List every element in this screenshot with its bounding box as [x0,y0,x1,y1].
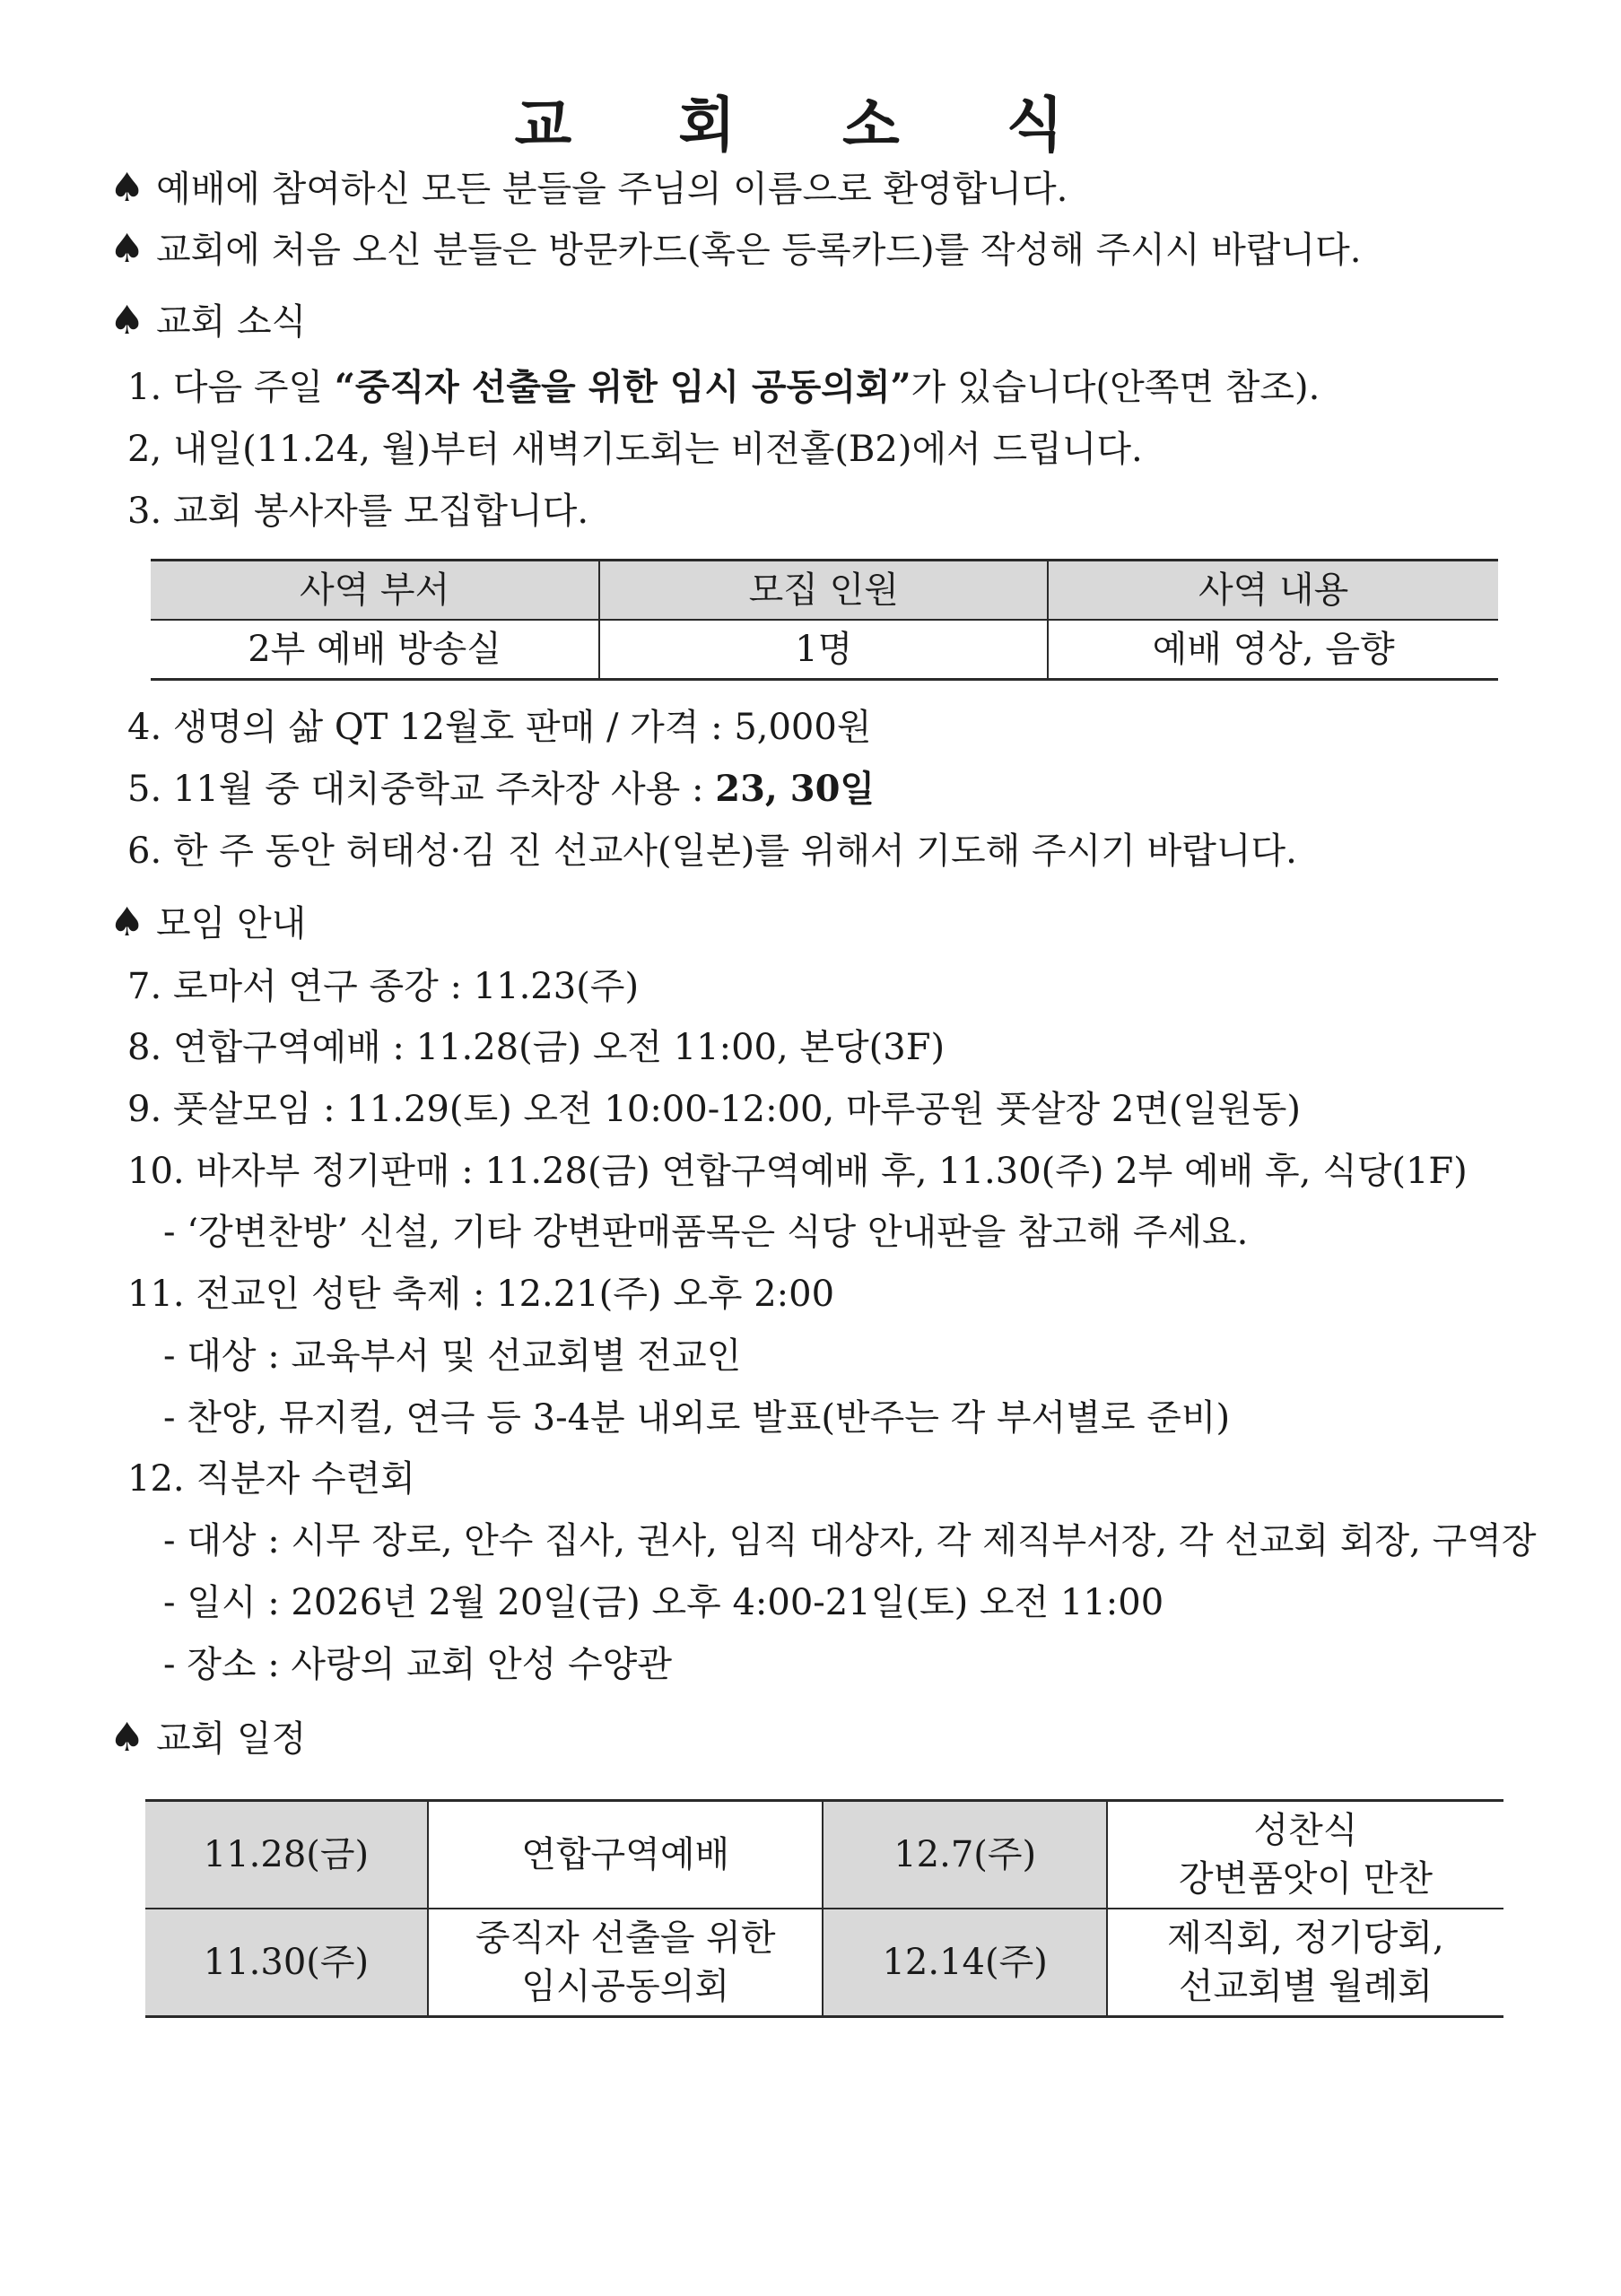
schedule-event-line: 임시공동의회 [521,1966,730,2007]
section-heading-news-label: 교회 소식 [156,301,307,343]
schedule-date-cell: 12.14(주) [823,1909,1106,2017]
meeting-item-11-detail-1: - 대상 : 교육부서 및 선교회별 전교인 [163,1335,742,1377]
schedule-event-line: 성찬식 [1253,1810,1358,1851]
news-item-2: 2, 내일(11.24, 월)부터 새벽기도회는 비전홀(B2)에서 드립니다. [127,429,1143,470]
spade-icon: ♠ [109,1715,145,1761]
volunteer-table [151,559,1498,681]
schedule-event-line: 제직회, 정기당회, [1167,1918,1444,1959]
schedule-date-cell: 11.30(주) [145,1909,428,2017]
news-item-6: 6. 한 주 동안 허태성·김 진 선교사(일본)를 위해서 기도해 주시기 바랍니다. [127,831,1297,872]
news-item-1-prefix: 1. 다음 주일 [127,367,335,408]
table-cell: 예배 영상, 음향 [1048,620,1498,680]
meeting-item-7: 7. 로마서 연구 종강 : 11.23(주) [127,966,640,1007]
table-header-cell: 모집 인원 [599,561,1048,621]
page-title: 교 회 소 식 [514,91,1107,160]
table-row [145,1909,1503,2017]
meeting-item-11-detail-2: - 찬양, 뮤지컬, 연극 등 3-4분 내외로 발표(반주는 각 부서별로 준비) [163,1397,1231,1439]
schedule-event-line: 중직자 선출을 위한 [475,1918,776,1959]
schedule-event-cell [428,1909,824,2017]
section-heading-schedule [109,1713,306,1764]
section-heading-news [109,296,306,347]
meeting-item-12-detail-1: - 대상 : 시무 장로, 안수 집사, 권사, 임직 대상자, 각 제직부서장, 각 선교회 회장, 구역장 [163,1520,1537,1561]
table-header-cell: 사역 내용 [1048,561,1498,621]
welcome-text-2: 교회에 처음 오신 분들은 방문카드(혹은 등록카드)를 작성해 주시시 바랍니다. [156,230,1362,271]
table-row [151,561,1498,621]
meeting-item-12: 12. 직분자 수련회 [127,1458,415,1500]
schedule-event-cell [1107,1801,1503,1909]
schedule-event-cell: 연합구역예배 [428,1801,824,1909]
spade-icon: ♠ [109,165,145,211]
table-header-cell: 사역 부서 [151,561,599,621]
meeting-item-12-detail-3: - 장소 : 사랑의 교회 안성 수양관 [163,1644,672,1685]
meeting-item-10-detail: - ‘강변찬방’ 신설, 기타 강변판매품목은 식당 안내판을 참고해 주세요. [163,1212,1249,1253]
news-item-1-highlight: “중직자 선출을 위한 임시 공동의회” [334,366,911,408]
table-cell: 2부 예배 방송실 [151,620,599,680]
section-heading-schedule-label: 교회 일정 [156,1718,307,1760]
news-item-5-highlight: 23, 30일 [715,768,876,810]
welcome-line-1 [109,163,1068,214]
spade-icon: ♠ [109,226,145,272]
table-row [151,620,1498,680]
schedule-event-line: 강변품앗이 만찬 [1178,1858,1434,1900]
spade-icon: ♠ [109,900,145,945]
news-item-1 [127,362,1320,413]
news-item-5-prefix: 5. 11월 중 대치중학교 주차장 사용 : [127,769,716,810]
meeting-item-8: 8. 연합구역예배 : 11.28(금) 오전 11:00, 본당(3F) [127,1027,946,1068]
spade-icon: ♠ [109,298,145,344]
news-item-1-suffix: 가 있습니다(안쪽면 참조). [911,367,1320,408]
schedule-date-cell: 12.7(주) [823,1801,1106,1909]
news-item-3: 3. 교회 봉사자를 모집합니다. [127,491,589,532]
welcome-text-1: 예배에 참여하신 모든 분들을 주님의 이름으로 환영합니다. [156,169,1068,210]
schedule-event-line: 선교회별 월례회 [1178,1966,1434,2007]
table-row [145,1801,1503,1909]
news-item-5 [127,764,875,814]
meeting-item-12-detail-2: - 일시 : 2026년 2월 20일(금) 오후 4:00-21일(토) 오전 11:00 [163,1582,1164,1623]
table-cell: 1명 [599,620,1048,680]
news-item-4: 4. 생명의 삶 QT 12월호 판매 / 가격 : 5,000원 [127,707,872,748]
section-heading-meetings [109,898,306,949]
meeting-item-10: 10. 바자부 정기판매 : 11.28(금) 연합구역예배 후, 11.30(주) 2부 예배 후, 식당(1F) [127,1151,1468,1192]
section-heading-meetings-label: 모임 안내 [156,903,307,944]
schedule-date-cell: 11.28(금) [145,1801,428,1909]
meeting-item-9: 9. 풋살모임 : 11.29(토) 오전 10:00-12:00, 마루공원 풋살장 2면(일원동) [127,1089,1302,1130]
meeting-item-11: 11. 전교인 성탄 축제 : 12.21(주) 오후 2:00 [127,1274,835,1315]
welcome-line-2 [109,224,1361,275]
schedule-event-cell [1107,1909,1503,2017]
schedule-table [145,1799,1503,2018]
